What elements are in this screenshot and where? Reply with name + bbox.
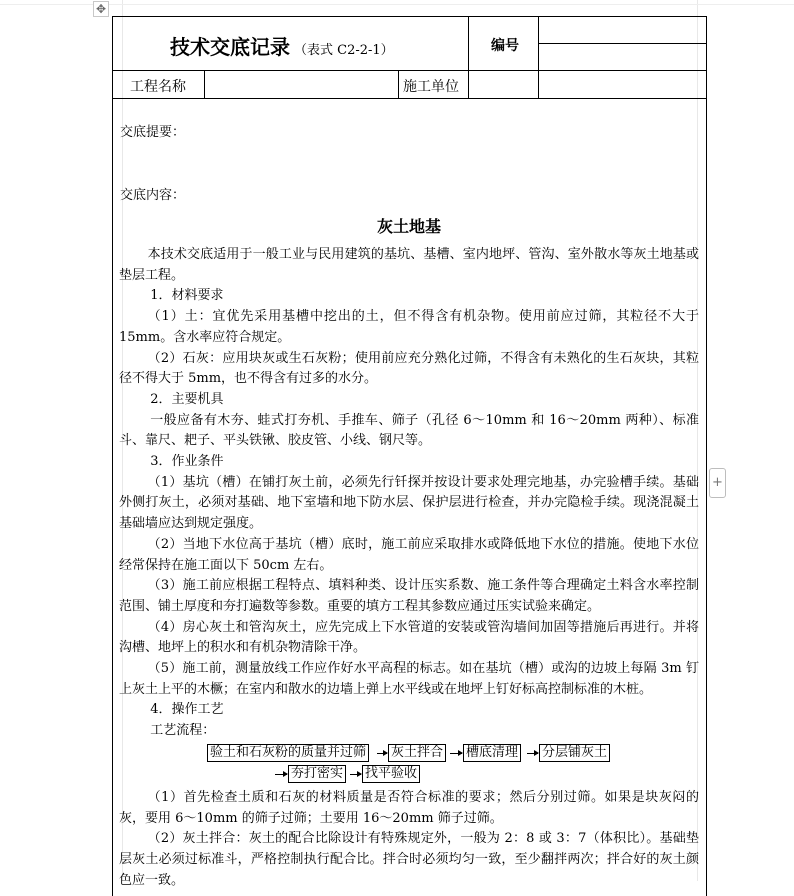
paragraph: （5）施工前，测量放线工作应作好水平高程的标志。如在基坑（槽）或沟的边坡上每隔 3m 钉上灰土上平的木橛；在室内和散水的边墙上弹上水平线或在地坪上钉好标高控制标准的木桩。 [119,661,699,697]
number-field-1[interactable] [537,19,705,45]
plus-icon: + [712,475,723,490]
flow-step: 夯打密实 [288,765,346,783]
section-heading: 2．主要机具 [150,391,224,407]
contractor-label: 施工单位 [403,79,459,95]
flow-step: 找平验收 [362,765,420,783]
flow-label: 工艺流程： [150,723,216,739]
paragraph: 一般应备有木夯、蛙式打夯机、手推车、筛子（孔径 6～10mm 和 16～20mm 两种）、标准斗、靠尺、耙子、平头铁锹、胶皮管、小线、钢尺等。 [119,412,699,449]
flow-arrow [350,774,361,775]
table-move-handle[interactable] [93,1,109,17]
flow-step: 灰土拌合 [388,744,446,762]
paragraph: （2）石灰：应用块灰或生石灰粉；使用前应充分熟化过筛，不得含有未熟化的生石灰块，其粒径不得大于 5mm，也不得含有过多的水分。 [119,350,699,387]
number-label: 编号 [491,38,519,54]
title-text: 技术交底记录 [170,35,290,59]
section-heading: 4．操作工艺 [150,702,224,718]
content-label: 交底内容： [120,188,186,203]
paragraph: （2）当地下水位高于基坑（槽）底时，施工前应采取排水或降低地下水位的措施。使地下水位经常保持在施工面以下 50cm 左右。 [119,536,699,573]
number-field-2[interactable] [537,45,705,69]
flow-arrow [377,753,387,754]
document-body-continued [119,788,699,892]
margin-guide [0,4,794,5]
project-name-field[interactable] [206,72,396,98]
section-heading: 3．作业条件 [150,454,224,470]
paragraph: （1）首先检查土质和石灰的材料质量是否符合标准的要求；然后分别过筛。如果是块灰闷的灰，要用 6～10mm 的筛子过筛；土要用 16～20mm 筛子过筛。 [119,790,699,826]
add-row-button[interactable] [709,468,726,498]
document-body [119,245,699,742]
paragraph: （4）房心灰土和管沟灰土，应先完成上下水管道的安装或管沟墙间加固等措施后再进行。并将沟槽、地坪上的积水和有机杂物清除干净。 [119,619,699,656]
contractor-field[interactable] [470,72,704,98]
summary-label: 交底提要： [120,125,186,140]
four-way-arrow-icon: ✥ [95,2,107,16]
form-code: （表式 C2-2-1） [294,43,394,58]
paragraph: （3）施工前应根据工程特点、填料种类、设计压实系数、施工条件等合理确定土料含水率控制范围、铺土厚度和夯打遍数等参数。重要的填方工程其参数应通过压实试验来确定。 [119,578,699,614]
flow-step: 分层铺灰土 [539,744,610,762]
flow-step: 验土和石灰粉的质量并过筛 [207,744,369,762]
flow-arrow [450,753,462,754]
flow-arrow [275,774,287,775]
project-name-label: 工程名称 [130,79,186,95]
flow-arrow [527,753,538,754]
flow-step: 槽底清理 [463,744,521,762]
document-title: 灰土地基 [376,217,441,236]
page-title [170,31,394,60]
paragraph: （1）土：宜优先采用基槽中挖出的土，但不得含有机杂物。使用前应过筛，其粒径不大于 15mm。含水率应符合规定。 [119,309,699,345]
paragraph: （2）灰土拌合：灰土的配合比除设计有特殊规定外，一般为 2：8 或 3：7（体积比）。基础垫层灰土必须过标准斗，严格控制执行配合比。拌合时必须均匀一致，至少翻拌两次；拌合好的灰土颜色应一致。 [119,831,699,888]
paragraph: （1）基坑（槽）在铺打灰土前，必须先行钎探并按设计要求处理完地基，办完验槽手续。基础外侧打灰土，必须对基础、地下室墙和地下防水层、保护层进行检查，并办完隐检手续。现浇混凝土基础墙应达到规定强度。 [119,474,699,532]
section-heading: 1．材料要求 [150,288,224,304]
intro-paragraph: 本技术交底适用于一般工业与民用建筑的基坑、基槽、室内地坪、管沟、室外散水等灰土地基或垫层工程。 [119,247,699,283]
